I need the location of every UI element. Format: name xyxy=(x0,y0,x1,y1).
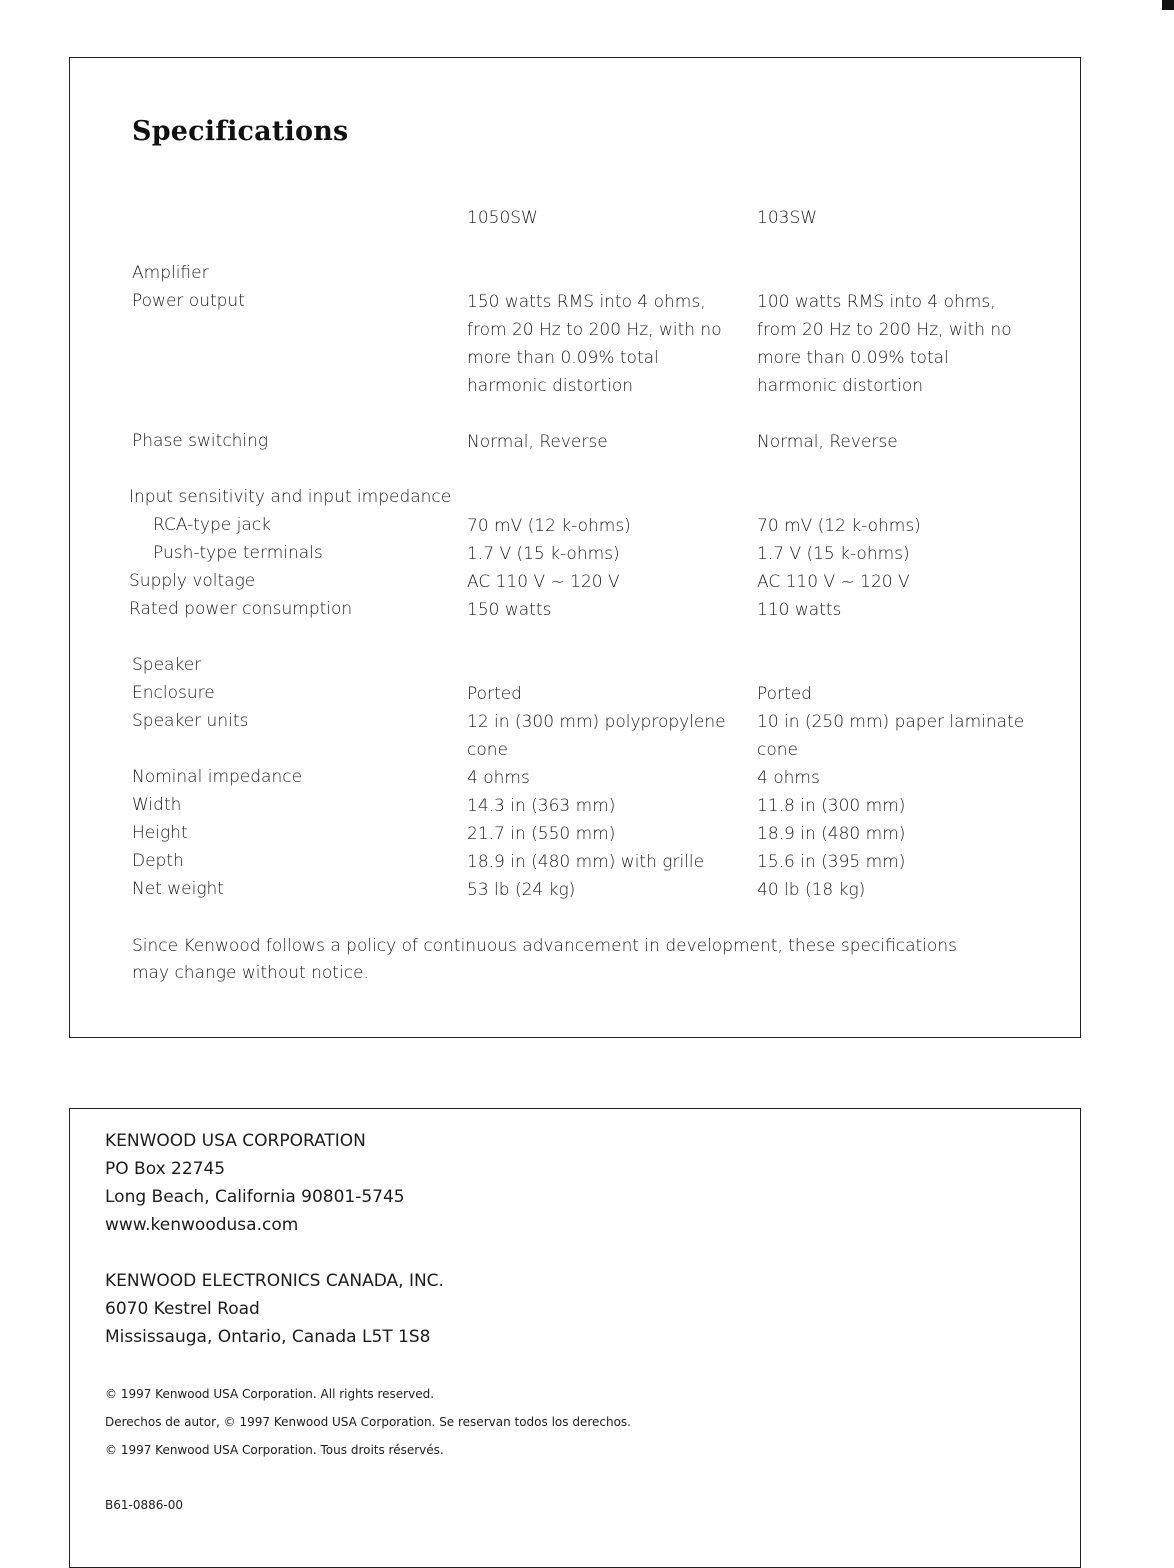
label-phase-switching: Phase switching xyxy=(132,431,269,451)
net-weight-1050sw: 53 lb (24 kg) xyxy=(467,880,576,900)
label-height: Height xyxy=(132,823,188,843)
supply-voltage-103sw: AC 110 V ~ 120 V xyxy=(757,572,910,592)
canada-company-name: KENWOOD ELECTRONICS CANADA, INC. xyxy=(105,1271,444,1291)
power-output-103sw-line1: 100 watts RMS into 4 ohms, xyxy=(757,292,996,312)
net-weight-103sw: 40 lb (18 kg) xyxy=(757,880,866,900)
power-output-1050sw-line3: more than 0.09% total xyxy=(467,348,659,368)
label-rca-jack: RCA-type jack xyxy=(153,515,271,535)
push-terminals-1050sw: 1.7 V (15 k-ohms) xyxy=(467,544,620,564)
page-title: Specifications xyxy=(132,116,349,147)
label-supply-voltage: Supply voltage xyxy=(129,571,256,591)
section-amplifier: Amplifier xyxy=(132,263,209,283)
supply-voltage-1050sw: AC 110 V ~ 120 V xyxy=(467,572,620,592)
impedance-103sw: 4 ohms xyxy=(757,768,820,788)
power-output-1050sw-line4: harmonic distortion xyxy=(467,376,634,396)
speaker-units-103sw-line2: cone xyxy=(757,740,798,760)
power-output-1050sw-line1: 150 watts RMS into 4 ohms, xyxy=(467,292,706,312)
speaker-units-103sw-line1: 10 in (250 mm) paper laminate xyxy=(757,712,1025,732)
label-nominal-impedance: Nominal impedance xyxy=(132,767,303,787)
power-output-103sw-line2: from 20 Hz to 200 Hz, with no xyxy=(757,320,1012,340)
usa-po-box: PO Box 22745 xyxy=(105,1159,226,1179)
height-103sw: 18.9 in (480 mm) xyxy=(757,824,906,844)
part-number: B61-0886-00 xyxy=(105,1498,183,1512)
section-speaker: Speaker xyxy=(132,655,202,675)
impedance-1050sw: 4 ohms xyxy=(467,768,530,788)
width-1050sw: 14.3 in (363 mm) xyxy=(467,796,616,816)
notice-line1: Since Kenwood follows a policy of continuous advancement in development, these specifications xyxy=(132,936,957,956)
width-103sw: 11.8 in (300 mm) xyxy=(757,796,906,816)
label-depth: Depth xyxy=(132,851,184,871)
push-terminals-103sw: 1.7 V (15 k-ohms) xyxy=(757,544,910,564)
power-output-1050sw-line2: from 20 Hz to 200 Hz, with no xyxy=(467,320,722,340)
canada-city: Mississauga, Ontario, Canada L5T 1S8 xyxy=(105,1327,431,1347)
enclosure-103sw: Ported xyxy=(757,684,812,704)
copyright-english: © 1997 Kenwood USA Corporation. All rights reserved. xyxy=(105,1387,435,1401)
model-header-1050sw: 1050SW xyxy=(467,208,538,228)
rated-power-1050sw: 150 watts xyxy=(467,600,552,620)
notice-line2: may change without notice. xyxy=(132,963,369,983)
rca-jack-103sw: 70 mV (12 k-ohms) xyxy=(757,516,921,536)
depth-1050sw: 18.9 in (480 mm) with grille xyxy=(467,852,705,872)
usa-city: Long Beach, California 90801-5745 xyxy=(105,1187,405,1207)
label-width: Width xyxy=(132,795,182,815)
copyright-spanish: Derechos de autor, © 1997 Kenwood USA Corporation. Se reservan todos los derechos. xyxy=(105,1415,631,1429)
scan-corner-mark xyxy=(1162,0,1174,10)
power-output-103sw-line3: more than 0.09% total xyxy=(757,348,949,368)
label-enclosure: Enclosure xyxy=(132,683,215,703)
speaker-units-1050sw-line1: 12 in (300 mm) polypropylene xyxy=(467,712,726,732)
label-rated-power: Rated power consumption xyxy=(129,599,353,619)
phase-switching-1050sw: Normal, Reverse xyxy=(467,432,608,452)
height-1050sw: 21.7 in (550 mm) xyxy=(467,824,616,844)
rca-jack-1050sw: 70 mV (12 k-ohms) xyxy=(467,516,631,536)
enclosure-1050sw: Ported xyxy=(467,684,522,704)
canada-street: 6070 Kestrel Road xyxy=(105,1299,260,1319)
depth-103sw: 15.6 in (395 mm) xyxy=(757,852,906,872)
label-speaker-units: Speaker units xyxy=(132,711,249,731)
usa-company-name: KENWOOD USA CORPORATION xyxy=(105,1131,366,1151)
copyright-french: © 1997 Kenwood USA Corporation. Tous droits réservés. xyxy=(105,1443,444,1457)
speaker-units-1050sw-line2: cone xyxy=(467,740,508,760)
label-power-output: Power output xyxy=(132,291,245,311)
phase-switching-103sw: Normal, Reverse xyxy=(757,432,898,452)
label-net-weight: Net weight xyxy=(132,879,224,899)
power-output-103sw-line4: harmonic distortion xyxy=(757,376,924,396)
rated-power-103sw: 110 watts xyxy=(757,600,842,620)
label-input-sensitivity: Input sensitivity and input impedance xyxy=(129,487,452,507)
model-header-103sw: 103SW xyxy=(757,208,818,228)
usa-website: www.kenwoodusa.com xyxy=(105,1215,299,1235)
label-push-terminals: Push-type terminals xyxy=(153,543,323,563)
